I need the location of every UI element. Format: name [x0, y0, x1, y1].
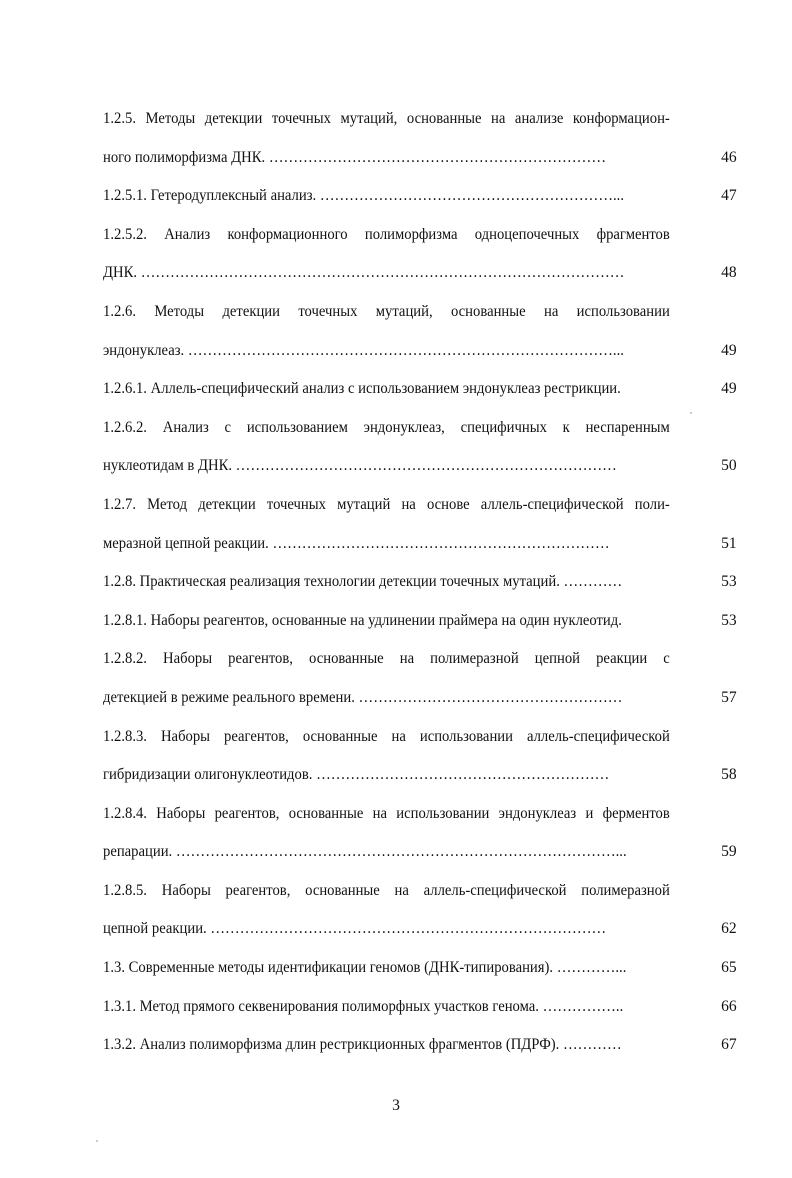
toc-page-number: 51	[721, 534, 737, 552]
toc-entry-title: 1.2.6.1. Аллель-специфический анализ с использованием эндонуклеаз рестрикции.	[103, 380, 621, 398]
page-number: 3	[392, 1097, 400, 1114]
toc-entry-line	[103, 293, 697, 332]
toc-entry-line	[103, 1026, 737, 1065]
toc-entry-line	[103, 177, 737, 216]
toc-entry-title: 1.2.6. Методы детекции точечных мутаций, основанные на использовании	[103, 302, 670, 320]
toc-entry-title: 1.2.6.2. Анализ с использованием эндонуклеаз, специфичных к неспаренным	[103, 418, 670, 436]
toc-entry-continuation: цепной реакции. ………………………………………………………………………	[103, 920, 607, 938]
toc-entry-continuation: эндонуклеаз. ……………………………………………………………………………...	[103, 341, 624, 359]
toc-entry-line	[103, 447, 737, 486]
toc-entry-title: 1.2.8. Практическая реализация технологии детекции точечных мутаций. …………	[103, 573, 623, 591]
toc-entry-line	[103, 795, 697, 834]
toc-entry-continuation: детекцией в режиме реального времени. ………………………………………………	[103, 688, 623, 706]
toc-entry-title: 1.2.8.3. Наборы реагентов, основанные на использовании аллель-специфической	[103, 727, 670, 745]
toc-entry-line	[103, 756, 737, 795]
toc-entry-continuation: ДНК. ………………………………………………………………………………………	[103, 264, 625, 282]
toc-entry-title: 1.2.8.4. Наборы реагентов, основанные на использовании эндонуклеаз и ферментов	[103, 804, 670, 822]
toc-page-number: 47	[721, 187, 737, 205]
toc-entry-line	[103, 254, 737, 293]
toc-entry-title: 1.2.8.5. Наборы реагентов, основанные на аллель-специфической полимеразной	[103, 881, 670, 899]
toc-entry-line	[103, 332, 737, 371]
toc-page-number: 49	[721, 380, 737, 398]
toc-entry-line	[103, 100, 697, 139]
toc-entry-line	[103, 833, 737, 872]
toc-entry-title: 1.2.5. Методы детекции точечных мутаций, основанные на анализе конформацион-	[103, 110, 670, 127]
toc-entry-continuation: меразной цепной реакции. ……………………………………………………………	[103, 534, 610, 552]
toc-page-number: 53	[721, 573, 737, 591]
toc-entry-line	[103, 640, 697, 679]
toc-entry-line	[103, 679, 737, 718]
toc-page-number: 58	[721, 766, 737, 784]
toc-page-number: 65	[721, 959, 737, 977]
toc-entry-line	[103, 525, 737, 564]
toc-page-number: 66	[721, 997, 737, 1015]
toc-entry-line	[103, 216, 697, 255]
toc-entry-line	[103, 409, 697, 448]
scan-speck	[96, 1140, 98, 1142]
toc-entry-continuation: репарации. ………………………………………………………………………………...	[103, 843, 627, 861]
toc-page-number: 53	[721, 611, 737, 629]
toc-entry-line	[103, 872, 697, 911]
toc-entry-continuation: ного полиморфизма ДНК. ……………………………………………………………	[103, 148, 606, 166]
toc-entry-title: 1.2.5.2. Анализ конформационного полиморфизма одноцепочечных фрагментов	[103, 225, 670, 243]
toc-entry-line	[103, 486, 697, 525]
toc-entry-line	[103, 139, 737, 178]
toc-entry-title: 1.2.7. Метод детекции точечных мутаций на основе аллель-специфической поли-	[103, 495, 670, 513]
toc-page-number: 57	[721, 688, 737, 706]
toc-page-number: 50	[721, 457, 737, 475]
toc-page-number: 59	[721, 843, 737, 861]
toc-page-number: 62	[721, 920, 737, 938]
toc-entry-title: 1.3.2. Анализ полиморфизма длин рестрикционных фрагментов (ПДРФ). …………	[103, 1036, 622, 1054]
toc-entry-title: 1.2.8.2. Наборы реагентов, основанные на полимеразной цепной реакции с	[103, 650, 670, 668]
table-of-contents	[103, 100, 735, 1065]
toc-entry-line	[103, 602, 737, 641]
scan-speck	[690, 412, 692, 414]
toc-page-number: 46	[721, 148, 737, 166]
toc-page-number: 49	[721, 341, 737, 359]
toc-entry-title: 1.3.1. Метод прямого секвенирования полиморфных участков генома. ……………..	[103, 997, 624, 1015]
toc-entry-title: 1.2.5.1. Гетеродуплексный анализ. ……………………………………………………...	[103, 187, 624, 205]
toc-entry-title: 1.2.8.1. Наборы реагентов, основанные на удлинении праймера на один нуклеотид.	[103, 611, 622, 629]
toc-page-number: 67	[721, 1036, 737, 1054]
toc-entry-title: 1.3. Современные методы идентификации геномов (ДНК-типирования). …………...	[103, 959, 627, 977]
toc-entry-line	[103, 563, 737, 602]
toc-entry-continuation: гибридизации олигонуклеотидов. ……………………………………………………	[103, 766, 610, 784]
toc-page-number: 48	[721, 264, 737, 282]
toc-entry-line	[103, 949, 737, 988]
toc-entry-line	[103, 910, 737, 949]
toc-entry-line	[103, 370, 737, 409]
toc-entry-line	[103, 718, 697, 757]
toc-entry-line	[103, 988, 737, 1027]
toc-entry-continuation: нуклеотидам в ДНК. ……………………………………………………………………	[103, 457, 617, 475]
